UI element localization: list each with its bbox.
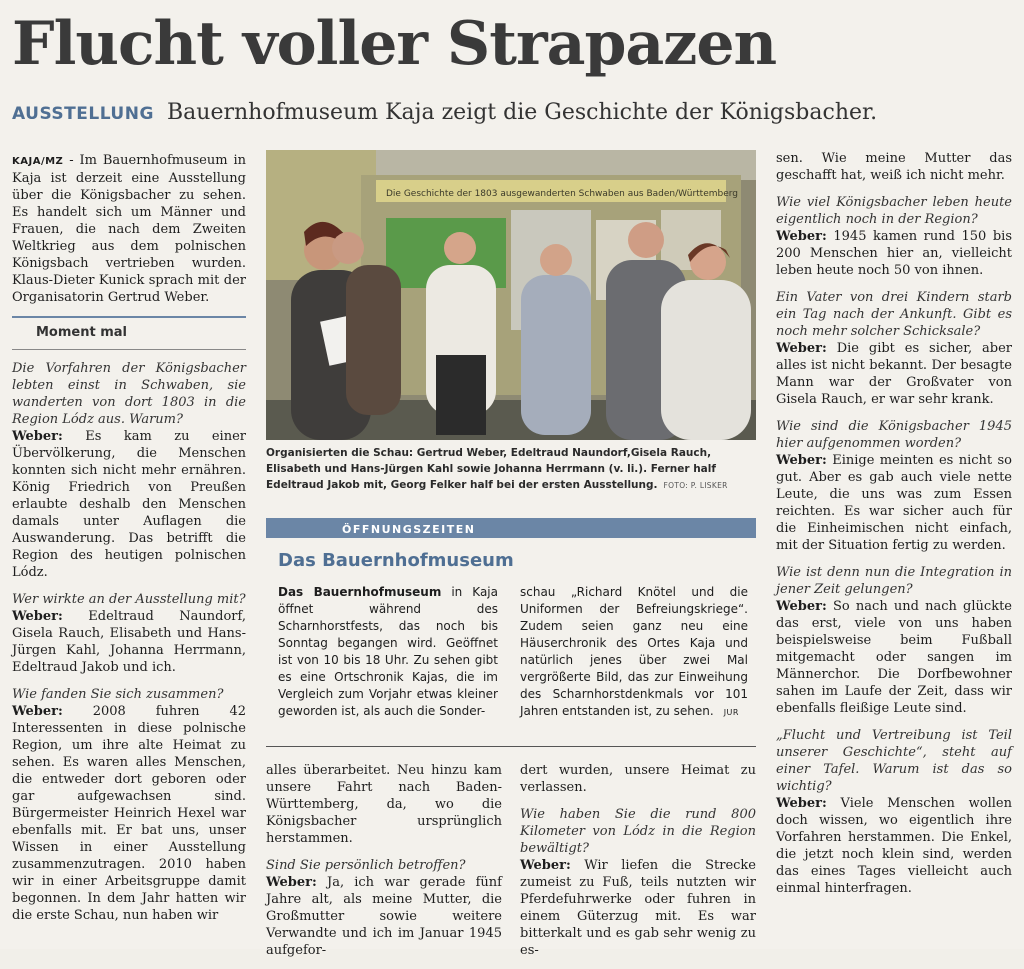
interview-question: Die Vorfahren der Königsbacher lebten einst in Schwaben, sie wanderten von dort 1803 in die Region Lódz aus. Warum? [12, 361, 246, 427]
interview-block-col2 [266, 857, 502, 959]
speaker-label: Weber: [520, 858, 571, 873]
answer-text: Die gibt es sicher, aber alles ist nicht bekannt. Der besagte Mann war der Großvater von Gisela Rauch, er war sehr krank. [776, 341, 1012, 407]
infobox-title: Das Bauernhofmuseum [278, 550, 514, 571]
speaker-label: Weber: [776, 341, 827, 356]
answer-text: So nach und nach glückte das erst, viele von uns haben beispielsweise beim Fußball mitgemacht oder sangen im Männerchor. Die Dorfbewohner sahen im Laufe der Zeit, dass wir ebenfalls fleißige Leute sind. [776, 599, 1012, 716]
answer-text: 1945 kamen rund 150 bis 200 Menschen hier an, vielleicht leben heute noch 50 von ihnen. [776, 229, 1012, 278]
answer-text: Es kam zu einer Übervölkerung, die Menschen konnten sich nicht mehr ernähren. König Friedrich von Preußen erlaubte deshalb den Menschen damals unter Auflagen die Auswanderung. Das betrifft die Region des heutigen polnischen Lódz. [12, 429, 246, 580]
moment-mal-label: Moment mal [36, 325, 127, 340]
speaker-label: Weber: [12, 704, 63, 719]
answer-text: Wir liefen die Strecke zumeist zu Fuß, teils nutzten wir Pferdefuhrwerke oder fuhren in einem Güterzug mit. Es war bitterkalt und es gab sehr wenig zu es- [520, 858, 756, 958]
interview-answer [12, 608, 246, 676]
dateline: KAJA/MZ [12, 156, 64, 167]
interview-answer [776, 228, 1012, 279]
answer-text: Edeltraud Naundorf, Gisela Rauch, Elisabeth und Hans-Jürgen Kahl, Johanna Herrmann, Edeltraud Jakob und ich. [12, 609, 246, 675]
infobox-band [266, 518, 756, 538]
group-photo [266, 150, 756, 440]
speaker-label: Weber: [776, 453, 827, 468]
answer-text: Ja, ich war gerade fünf Jahre alt, als meine Mutter, die Großmutter sowie weitere Verwandte und ich im Januar 1945 aufgefor- [266, 875, 502, 958]
subheadline-row [12, 100, 1012, 130]
headline: Flucht voller Strapazen [12, 9, 777, 79]
speaker-label: Weber: [266, 875, 317, 890]
infobox-column-2 [520, 584, 748, 721]
speaker-label: Weber: [776, 229, 827, 244]
interview-question: Wie sind die Königsbacher 1945 hier aufgenommen worden? [776, 419, 1012, 451]
interview-answer [776, 795, 1012, 897]
column-1 [12, 152, 246, 934]
col4-lead: sen. Wie meine Mutter das geschafft hat, weiß ich nicht mehr. [776, 151, 1012, 183]
interview-block-col4 [776, 194, 1012, 897]
answer-text: 2008 fuhren 42 Interessenten in diese polnische Region, um ihre alte Heimat zu sehen. Es waren alles Menschen, die entweder dort geboren oder gar aufgewachsen sind. Bürgermeister Heinrich Hexel war ebenfalls mit. Er bat uns, unser Wissen in einer Ausstellung zusammenzutragen. 2010 haben wir in einer Arbeitsgruppe damit begonnen. In dem Jahr hatten wir die erste Schau, nun haben wir [12, 704, 246, 923]
interview-question: Wie haben Sie die rund 800 Kilometer von Lódz in die Region bewältigt? [520, 807, 756, 856]
interview-answer [12, 703, 246, 924]
interview-answer [776, 598, 1012, 717]
intro-text: - Im Bauernhofmuseum in Kaja ist derzeit eine Ausstellung über die Königsbacher zu sehen. Es handelt sich um Männer und Frauen, die nach dem Zweiten Weltkrieg aus dem polnischen Königsbach vertrieben wurden. Klaus-Dieter Kunick sprach mit der Organisatorin Gertrud Weber. [12, 153, 246, 305]
photo-caption [266, 445, 756, 494]
interview-answer [266, 874, 502, 959]
speaker-label: Weber: [12, 609, 63, 624]
infobox-signature: JUR [723, 708, 739, 717]
photo-banner-text: Die Geschichte der 1803 ausgewanderten Schwaben aus Baden/Württemberg [386, 189, 739, 199]
divider [12, 349, 246, 350]
interview-question: „Flucht und Vertreibung ist Teil unserer Geschichte“, steht auf einer Tafel. Warum ist das so wichtig? [776, 728, 1012, 794]
infobox-lead: Das Bauernhofmuseum [278, 585, 442, 599]
interview-question: Wie viel Königsbacher leben heute eigentlich noch in der Region? [776, 195, 1012, 227]
kicker-label: AUSSTELLUNG [12, 104, 154, 124]
infobox-band-label: ÖFFNUNGSZEITEN [342, 523, 476, 536]
infobox-column-1 [278, 584, 498, 720]
infobox-text-1: in Kaja öffnet während des Scharnhorstfests, das noch bis Sonntag begangen wird. Geöffnet ist von 10 bis 18 Uhr. Zu sehen gibt es eine Ortschronik Kajas, die im Vergleich zum Vorjahr etwas kleiner geworden ist, als auch die Sonder- [278, 585, 498, 718]
column-4 [776, 150, 1012, 907]
infobox-text-2: schau „Richard Knötel und die Uniformen der Befreiungskriege“. Zudem seien ganz neu eine Häuserchronik des Ortes Kaja und natürlich jenes über zwei Mal vergrößerte Bild, das zur Einweihung des Scharnhorstdenkmals vor 101 Jahren entstanden ist, zu sehen. [520, 585, 748, 718]
column-3 [520, 762, 756, 969]
column-2 [266, 762, 502, 969]
interview-question: Ein Vater von drei Kindern starb ein Tag nach der Ankunft. Gibt es noch mehr solcher Schicksale? [776, 290, 1012, 339]
subheadline: Bauernhofmuseum Kaja zeigt die Geschichte der Königsbacher. [167, 100, 878, 125]
col3-lead: dert wurden, unsere Heimat zu verlassen. [520, 763, 756, 795]
interview-answer [520, 857, 756, 959]
caption-text: Organisierten die Schau: Gertrud Weber, Edeltraud Naundorf,Gisela Rauch, Elisabeth und Hans-Jürgen Kahl sowie Johanna Herrmann (v. li.). Ferner half Edeltraud Jakob mit, Georg Felker half bei der ersten Ausstellung. [266, 447, 716, 491]
answer-text: Viele Menschen wollen doch wissen, wo eigentlich ihre Vorfahren herstammen. Die Enkel, die jetzt noch klein sind, werden das eines Tages vielleicht auch einmal hinterfragen. [776, 796, 1012, 896]
interview-question: Wie ist denn nun die Integration in jener Zeit gelungen? [776, 565, 1012, 597]
speaker-label: Weber: [12, 429, 63, 444]
interview-answer [776, 340, 1012, 408]
interview-question: Wie fanden Sie sich zusammen? [12, 687, 224, 702]
col2-lead: alles überarbeitet. Neu hinzu kam unsere Fahrt nach Baden-Württemberg, da, wo die Königsbacher ursprünglich herstammen. [266, 763, 502, 846]
interview-block-col3 [520, 806, 756, 959]
interview-block-col1 [12, 360, 246, 924]
speaker-label: Weber: [776, 796, 827, 811]
speaker-label: Weber: [776, 599, 827, 614]
photo-credit: FOTO: P. LISKER [663, 481, 728, 490]
interview-question: Wer wirkte an der Ausstellung mit? [12, 592, 246, 607]
interview-answer [776, 452, 1012, 554]
interview-question: Sind Sie persönlich betroffen? [266, 858, 466, 873]
infobox-bottom-rule [266, 746, 756, 747]
interview-answer [12, 428, 246, 581]
section-rule [12, 316, 246, 318]
photo-illustration [266, 150, 756, 440]
answer-text: Einige meinten es nicht so gut. Aber es gab auch viele nette Leute, die uns was zum Essen reichten. Es war sicher auch für die Einheimischen nicht einfach, mit der Situation fertig zu werden. [776, 453, 1012, 553]
intro-paragraph [12, 152, 246, 306]
